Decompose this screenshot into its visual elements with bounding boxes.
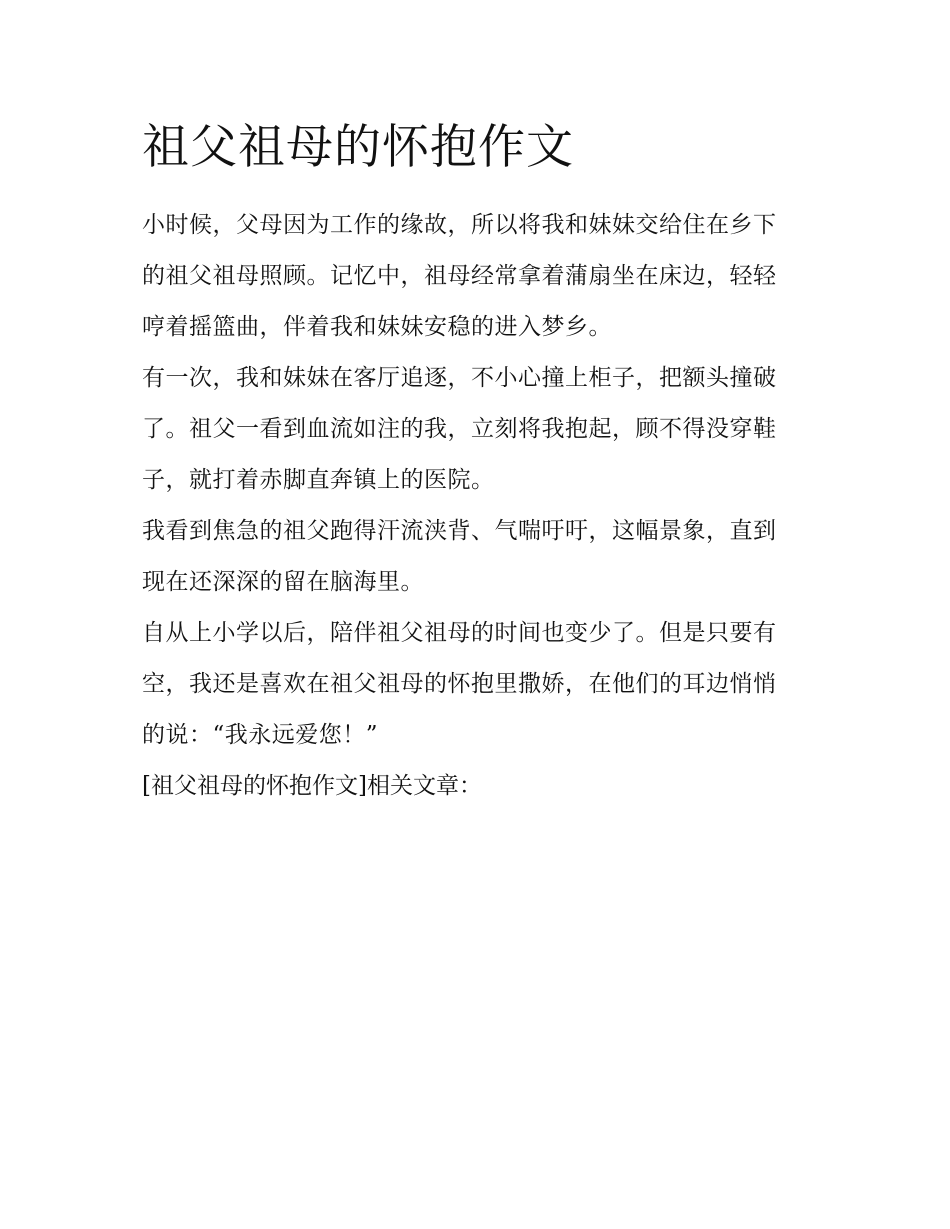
paragraph-line: 现在还深深的留在脑海里。 xyxy=(142,569,424,595)
paragraph-line: 了。祖父一看到血流如注的我，立刻将我抱起，顾不得没穿鞋 xyxy=(142,416,777,442)
paragraph-line: 哼着摇篮曲，伴着我和妹妹安稳的进入梦乡。 xyxy=(142,314,612,340)
paragraph-school xyxy=(142,608,814,761)
paragraph-line: 子，就打着赤脚直奔镇上的医院。 xyxy=(142,467,495,493)
paragraph-line: 小时候，父母因为工作的缘故，所以将我和妹妹交给住在乡下 xyxy=(142,212,777,238)
paragraph-line: 空，我还是喜欢在祖父祖母的怀抱里撒娇，在他们的耳边悄悄 xyxy=(142,671,777,697)
paragraph-injury xyxy=(142,353,814,506)
paragraph-list xyxy=(142,200,814,812)
paragraph-memory xyxy=(142,506,814,608)
paragraph-line: 我看到焦急的祖父跑得汗流浃背、气喘吁吁，这幅景象，直到 xyxy=(142,518,777,544)
paragraph-line: 的祖父祖母照顾。记忆中，祖母经常拿着蒲扇坐在床边，轻轻 xyxy=(142,263,777,289)
article-body xyxy=(142,118,814,812)
paragraph-line: 的说：“我永远爱您！” xyxy=(142,722,379,748)
paragraph-line: 有一次，我和妹妹在客厅追逐，不小心撞上柜子，把额头撞破 xyxy=(142,365,777,391)
paragraph-childhood xyxy=(142,200,814,353)
paragraph-line: 自从上小学以后，陪伴祖父祖母的时间也变少了。但是只要有 xyxy=(142,620,777,646)
article-title: 祖父祖母的怀抱作文 xyxy=(142,120,574,175)
related-articles-heading: [祖父祖母的怀抱作文]相关文章： xyxy=(142,773,482,799)
